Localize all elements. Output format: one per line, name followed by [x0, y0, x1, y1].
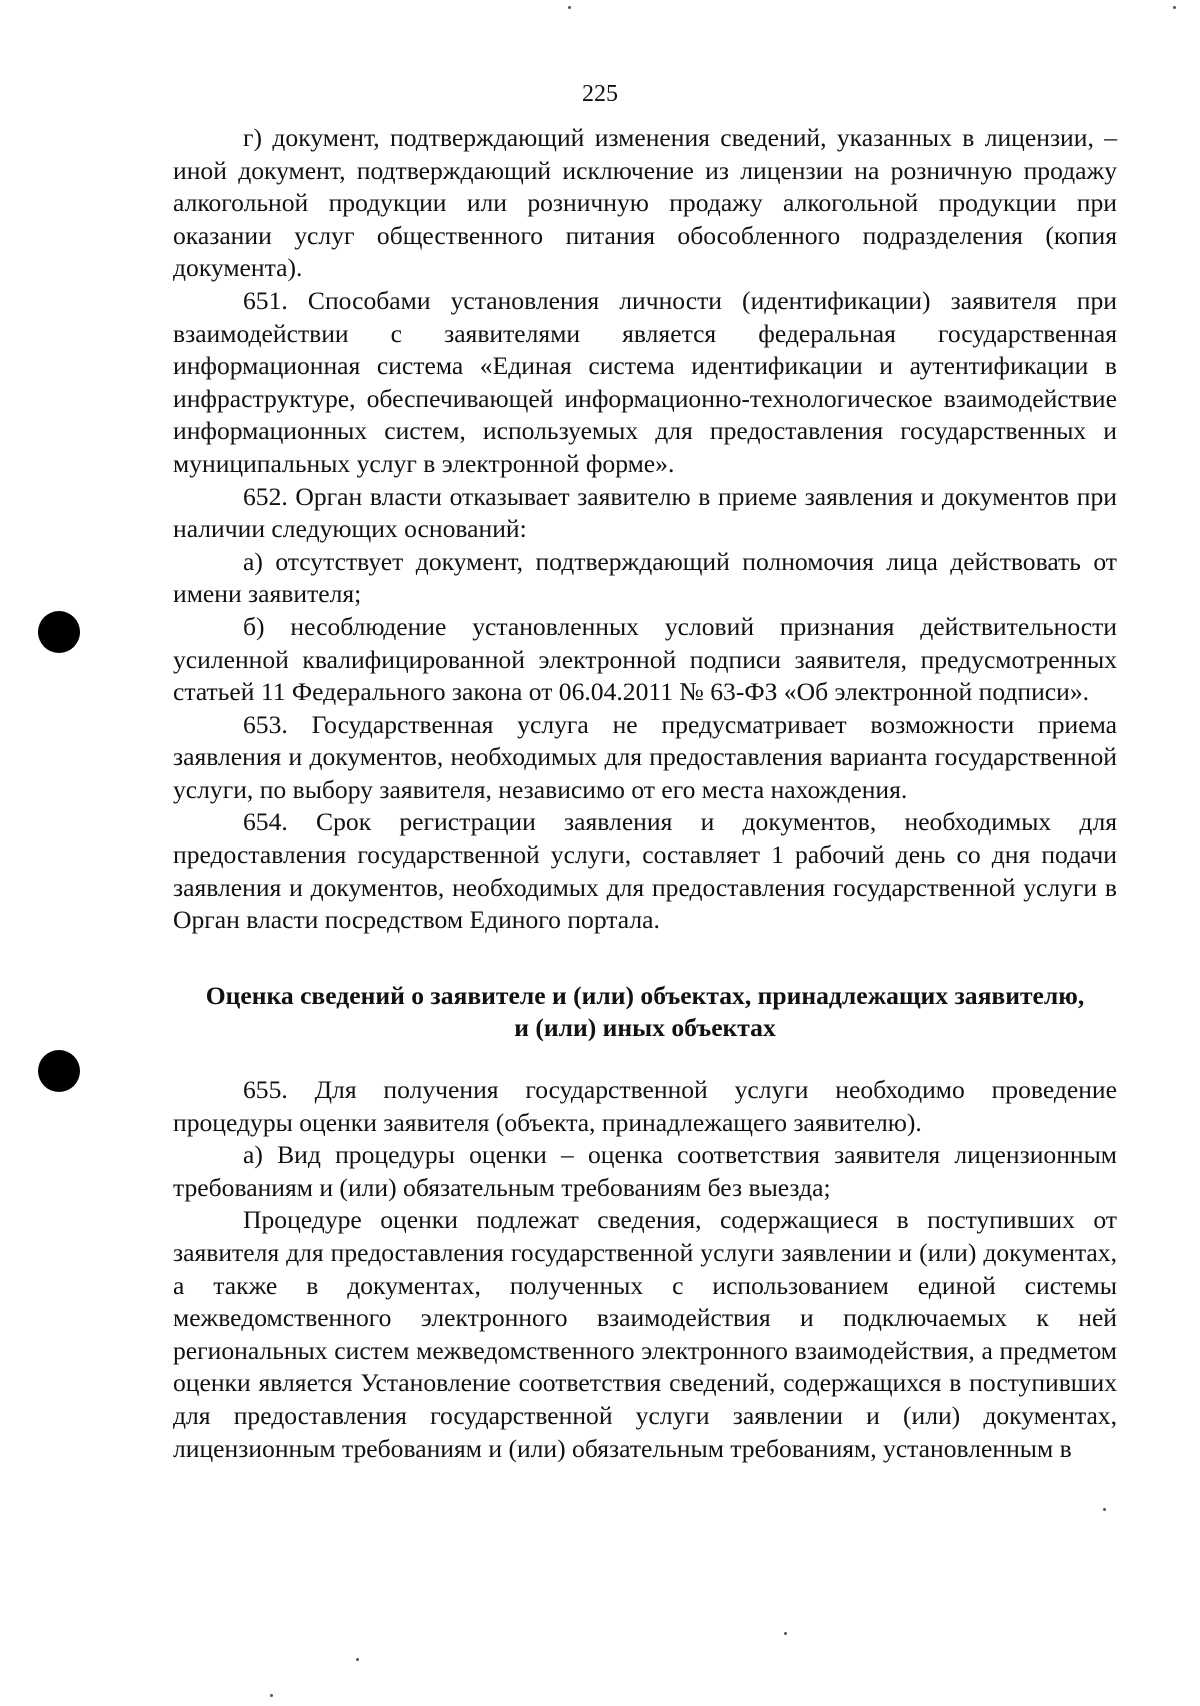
scan-speck	[784, 1632, 787, 1635]
paragraph-655-a: а) Вид процедуры оценки – оценка соответствия заявителя лицензионным требованиям и (или) обязательным требованиям без выезда;	[173, 1140, 1117, 1202]
scan-speck	[568, 6, 571, 9]
punch-hole-bottom	[38, 1050, 80, 1092]
paragraph-653: 653. Государственная услуга не предусматривает возможности приема заявления и документов, необходимых для предоставления варианта государственной услуги, по выбору заявителя, независимо от его места нахождения.	[173, 709, 1117, 804]
paragraph-item-g: г) документ, подтверждающий изменения сведений, указанных в лицензии, – иной документ, подтверждающий исключение из лицензии на розничную продажу алкогольной продукции или розничную продажу алкогольной продукции при оказании услуг общественного питания обособленного подразделения (копия документа).	[173, 123, 1117, 283]
paragraph-651: 651. Способами установления личности (идентификации) заявителя при взаимодействии с заявителями является федеральная государственная информационная система «Единая система идентификации и аутентификации в инфраструктуре, обеспечивающей информационно-технологическое взаимодействие информационных систем, используемых для предоставления государственных и муниципальных услуг в электронной форме».	[173, 285, 1117, 478]
punch-hole-top	[38, 611, 80, 653]
paragraph-assessment-scope: Процедуре оценки подлежат сведения, содержащиеся в поступивших от заявителя для предоставления государственной услуги заявлении и (или) документах, а также в документах, полученных с использованием единой системы межведомственного электронного взаимодействия и подключаемых к ней региональных систем межведомственного электронного взаимодействия, а предметом оценки является Установление соответствия сведений, содержащихся в поступивших для предоставления государственной услуги заявлении и (или) документах, лицензионным требованиям и (или) обязательным требованиям, установленным в	[173, 1205, 1117, 1463]
scan-speck	[356, 1658, 359, 1661]
scan-speck	[1173, 6, 1176, 9]
document-body	[173, 122, 1117, 1465]
page-number: 225	[582, 81, 618, 107]
scan-speck	[1103, 1508, 1106, 1511]
scan-speck	[270, 1694, 273, 1697]
paragraph-652-b: б) несоблюдение установленных условий признания действительности усиленной квалифицированной электронной подписи заявителя, предусмотренных статьей 11 Федерального закона от 06.04.2011 № 63-ФЗ «Об электронной подписи».	[173, 611, 1117, 707]
paragraph-652: 652. Орган власти отказывает заявителю в приеме заявления и документов при наличии следующих оснований:	[173, 481, 1117, 544]
paragraph-654: 654. Срок регистрации заявления и документов, необходимых для предоставления государственной услуги, составляет 1 рабочий день со дня подачи заявления и документов, необходимых для предоставления государственной услуги в Орган власти посредством Единого портала.	[173, 807, 1117, 935]
paragraph-655: 655. Для получения государственной услуги необходимо проведение процедуры оценки заявителя (объекта, принадлежащего заявителю).	[173, 1075, 1117, 1137]
paragraph-652-a: а) отсутствует документ, подтверждающий полномочия лица действовать от имени заявителя;	[173, 546, 1117, 609]
section-heading: Оценка сведений о заявителе и (или) объектах, принадлежащих заявителю, и (или) иных объектах	[205, 980, 1085, 1043]
